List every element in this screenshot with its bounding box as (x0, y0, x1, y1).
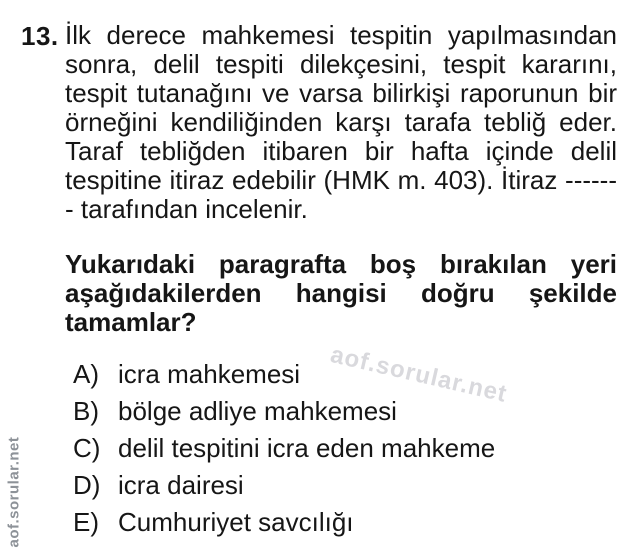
option-d-text: icra dairesi (118, 470, 244, 500)
option-d-letter: D) (73, 470, 101, 500)
watermark-center-diagonal: aof.sorular.net (327, 341, 510, 408)
option-row-e (73, 508, 613, 537)
watermark-left-vertical: aof.sorular.net (5, 436, 23, 548)
options-list (73, 360, 613, 545)
option-e-text: Cumhuriyet savcılığı (118, 507, 354, 537)
option-row-d (73, 471, 613, 500)
option-row-a (73, 360, 613, 389)
option-a-text: icra mahkemesi (118, 359, 301, 389)
question-paragraph: İlk derece mahkemesi tespitin yapılmasından sonra, delil tespiti dilekçesini, tespit kararını, tespit tutanağını ve varsa bilirkişi raporunun bir örneğini kendiliğinden karşı tarafa tebliğ eder. Taraf tebliğden itibaren bir hafta içinde delil tespitine itiraz edebilir (HMK m. 403). İtiraz ------- tarafından incelenir. (65, 20, 617, 224)
option-b-letter: B) (73, 396, 99, 426)
option-c-text: delil tespitini icra eden mahkeme (118, 433, 496, 463)
question-stem: Yukarıdaki paragrafta boş bırakılan yeri aşağıdakilerden hangisi doğru şekilde tamamlar? (65, 249, 617, 337)
option-e-letter: E) (73, 507, 99, 537)
option-c-letter: C) (73, 433, 101, 463)
option-b-text: bölge adliye mahkemesi (118, 396, 397, 426)
option-row-c (73, 434, 613, 463)
option-row-b (73, 397, 613, 426)
question-number: 13. (21, 21, 59, 51)
option-a-letter: A) (73, 359, 99, 389)
